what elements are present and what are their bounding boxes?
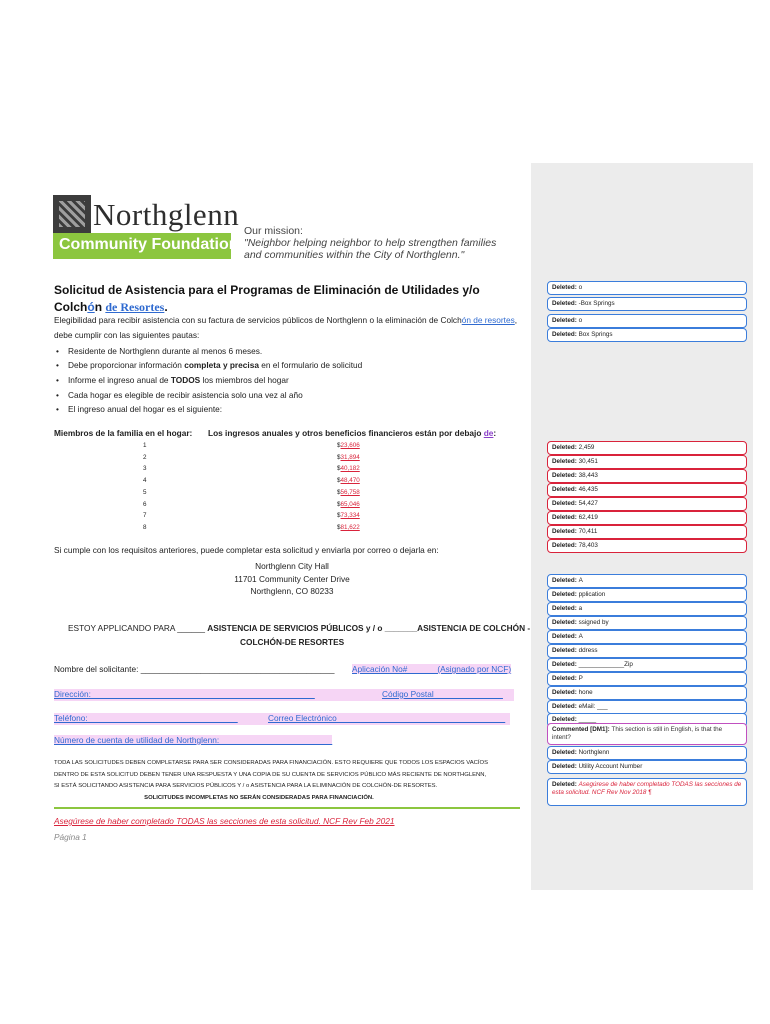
household-size: 3 bbox=[143, 465, 147, 473]
currency-sign: $ bbox=[337, 477, 341, 485]
currency-sign: $ bbox=[337, 442, 341, 449]
balloon-text: ddress bbox=[578, 647, 598, 654]
balloon-label: Deleted: bbox=[552, 619, 579, 626]
balloon-label: Deleted: bbox=[552, 458, 579, 465]
balloon-label: Deleted: bbox=[552, 331, 579, 338]
balloon-text: -Box Springs bbox=[578, 300, 615, 307]
guideline-text-end: los miembros del hogar bbox=[200, 375, 289, 385]
income-value: 31,894 bbox=[340, 453, 360, 461]
balloon-label: Deleted: bbox=[552, 591, 579, 598]
balloon-label: Deleted: bbox=[552, 647, 579, 654]
guideline-text: Debe proporcionar información bbox=[68, 360, 185, 370]
mail-address bbox=[0, 560, 584, 598]
revision-balloon[interactable] bbox=[547, 630, 747, 644]
balloon-label: Deleted: bbox=[552, 749, 579, 756]
income-value: 73,334 bbox=[340, 512, 360, 520]
revision-balloon[interactable] bbox=[547, 700, 747, 714]
balloon-label: Deleted: bbox=[552, 781, 579, 788]
balloon-label: Deleted: bbox=[552, 500, 579, 507]
income-limit bbox=[337, 477, 360, 484]
table-header-income-ins: de bbox=[483, 428, 494, 438]
address-line-2: 11701 Community Center Drive bbox=[234, 573, 350, 584]
notice-line-4: SOLICITUDES INCOMPLETAS NO SERÁN CONSIDERADAS PARA FINANCIACIÓN. bbox=[144, 794, 374, 801]
revision-balloon[interactable] bbox=[547, 644, 747, 658]
balloon-label: Deleted: bbox=[552, 444, 579, 451]
income-value: 40,182 bbox=[340, 465, 360, 473]
balloon-label: Deleted: bbox=[552, 633, 579, 640]
revision-balloon[interactable] bbox=[547, 746, 747, 760]
balloon-label: Deleted: bbox=[552, 300, 579, 307]
address-line-1: Northglenn City Hall bbox=[255, 561, 329, 571]
balloon-label: Deleted: bbox=[552, 577, 579, 584]
balloon-text: Box Springs bbox=[578, 331, 613, 338]
income-value: 48,470 bbox=[340, 477, 360, 485]
currency-sign: $ bbox=[337, 512, 341, 520]
balloon-label: Deleted: bbox=[552, 528, 579, 535]
applicant-name-field[interactable]: Nombre del solicitante: __________________________________________ bbox=[54, 664, 335, 674]
logo-wordmark: Northglenn bbox=[93, 197, 240, 232]
balloon-text: a bbox=[578, 605, 583, 612]
income-value: 23,606 bbox=[340, 442, 360, 449]
balloon-label: Deleted: bbox=[552, 763, 579, 770]
household-size: 2 bbox=[143, 453, 147, 461]
guideline-text: Residente de Northglenn durante al menos 6 meses. bbox=[68, 346, 263, 356]
revision-balloon[interactable] bbox=[547, 686, 747, 700]
income-limit bbox=[337, 454, 360, 461]
balloon-text: A bbox=[578, 577, 583, 584]
mission-statement bbox=[244, 225, 514, 261]
revision-balloon[interactable] bbox=[547, 658, 747, 672]
title-n: n bbox=[94, 300, 106, 314]
balloon-label: Deleted: bbox=[552, 703, 579, 710]
elig-b: , debe cumplir con las siguientes pautas: bbox=[54, 315, 518, 340]
guideline-text: Informe el ingreso anual de bbox=[68, 375, 171, 385]
guideline-bold: completa y precisa bbox=[184, 360, 259, 370]
revision-balloon[interactable] bbox=[547, 314, 747, 328]
household-size: 1 bbox=[143, 442, 147, 449]
revision-balloon[interactable] bbox=[547, 778, 747, 806]
household-size: 6 bbox=[143, 500, 147, 508]
guideline-item bbox=[68, 404, 222, 414]
guideline-text: El ingreso anual del hogar es el siguiente: bbox=[68, 404, 223, 414]
revision-balloon[interactable] bbox=[547, 297, 747, 311]
revision-balloon[interactable] bbox=[547, 723, 747, 745]
currency-sign: $ bbox=[337, 488, 341, 496]
mission-label: Our mission: bbox=[244, 225, 303, 237]
title-main: Solicitud de Asistencia para el Programas de Eliminación de Utilidades y/o Colch bbox=[54, 283, 480, 314]
address-label: Dirección: ________________________________________________ bbox=[54, 689, 315, 699]
balloon-label: Deleted: bbox=[552, 605, 579, 612]
apply-options: ASISTENCIA DE SERVICIOS PÚBLICOS y / o _______ASISTENCIA DE COLCHÓN - bbox=[207, 623, 531, 633]
revision-balloon[interactable] bbox=[547, 497, 747, 511]
balloon-text: o bbox=[578, 317, 583, 324]
balloon-text: _____________Zip bbox=[578, 661, 633, 668]
balloon-text: This section is still in English, is that the intent? bbox=[552, 726, 723, 741]
revision-balloon[interactable] bbox=[547, 511, 747, 525]
balloon-label: Deleted: bbox=[552, 542, 579, 549]
income-value: 56,758 bbox=[340, 488, 360, 496]
balloon-text: 2,459 bbox=[578, 444, 595, 451]
balloon-text: 54,427 bbox=[578, 500, 598, 507]
title-inserted: de Resortes bbox=[105, 300, 165, 314]
household-size: 5 bbox=[143, 488, 147, 496]
balloon-label: Deleted: bbox=[552, 675, 579, 682]
email-field[interactable]: Correo Electrónico ____________________________________ bbox=[268, 713, 506, 723]
mail-intro: Si cumple con los requisitos anteriores, puede completar esta solicitud y enviarla por correo o dejarla en: bbox=[54, 545, 439, 555]
currency-sign: $ bbox=[337, 500, 341, 508]
balloon-text: eMail: ___ bbox=[578, 703, 608, 710]
household-size: 7 bbox=[143, 512, 147, 520]
balloon-label: Deleted: bbox=[552, 472, 579, 479]
revision-balloon[interactable] bbox=[547, 281, 747, 295]
elig-inserted: ón de resortes bbox=[461, 315, 515, 325]
apply-line-2: COLCHÓN-DE RESORTES bbox=[240, 637, 345, 647]
address-line-3: Northglenn, CO 80233 bbox=[250, 586, 334, 596]
postal-code-field[interactable]: Código Postal_______________ bbox=[382, 689, 503, 699]
revision-balloon[interactable] bbox=[547, 760, 747, 774]
balloon-text: P bbox=[578, 675, 583, 682]
currency-sign: $ bbox=[337, 453, 341, 461]
currency-sign: $ bbox=[337, 523, 341, 531]
balloon-label: Deleted: bbox=[552, 661, 579, 668]
phone-label: Teléfono: ________________________________ bbox=[54, 713, 238, 723]
page-number: Página 1 bbox=[54, 832, 87, 842]
guideline-text-end: en el formulario de solicitud bbox=[258, 360, 363, 370]
title-end: . bbox=[164, 300, 168, 314]
balloon-label: Deleted: bbox=[552, 317, 579, 324]
guideline-text: Cada hogar es elegible de recibir asistencia solo una vez al año bbox=[68, 390, 303, 400]
eligibility-text bbox=[54, 313, 524, 342]
balloon-text: 30,451 bbox=[578, 458, 598, 465]
guideline-item bbox=[68, 360, 362, 370]
revision-balloon[interactable] bbox=[547, 441, 747, 455]
balloon-label: Deleted: bbox=[552, 514, 579, 521]
application-number-field[interactable]: Aplicación No#______ (Asignado por NCF) bbox=[352, 664, 512, 674]
income-limit bbox=[337, 524, 360, 531]
notice-line-2: DENTRO DE ESTA SOLICITUD DEBEN TENER UNA RESPUESTA Y UNA COPIA DE SU CUENTA DE SERVICIOS PÚBLICO MÁS RECIENTE DE NORTHGLENN, bbox=[54, 771, 487, 778]
balloon-text: ssigned by bbox=[578, 619, 609, 626]
elig-a: Elegibilidad para recibir asistencia con su factura de servicios públicos de Northglenn o la eliminación de Colch bbox=[54, 315, 462, 325]
income-limit bbox=[337, 489, 360, 496]
footer-note: Asegúrese de haber completado TODAS las secciones de esta solicitud. NCF Rev Feb 2021 bbox=[54, 816, 395, 826]
revision-balloon[interactable] bbox=[547, 525, 747, 539]
balloon-text: Utility Account Number bbox=[578, 763, 643, 770]
balloon-label: Deleted: bbox=[552, 486, 579, 493]
title-accent: ó bbox=[87, 300, 95, 314]
table-header-income-text: Los ingresos anuales y otros beneficios financieros están por debajo bbox=[208, 428, 484, 438]
revision-balloon[interactable] bbox=[547, 588, 747, 602]
balloon-text: A bbox=[578, 633, 583, 640]
balloon-text: Asegúrese de haber completado TODAS las secciones de esta solicitud. NCF Rev Nov 2018 ¶ bbox=[552, 781, 742, 796]
revision-balloon[interactable] bbox=[547, 455, 747, 469]
guideline-item bbox=[68, 346, 262, 356]
utility-account-field[interactable]: Número de cuenta de utilidad de Northglenn: ________________________ bbox=[54, 735, 333, 745]
income-value: 81,622 bbox=[340, 523, 360, 531]
notice-line-3: SI ESTÁ SOLICITANDO ASISTENCIA PARA SERVICIOS PÚBLICOS Y / o ASISTENCIA PARA LA ELIMINACIÓN DE COLCHÓN-DE RESORTES. bbox=[54, 783, 438, 789]
page-title bbox=[54, 282, 524, 316]
currency-sign: $ bbox=[337, 465, 341, 473]
northglenn-logo bbox=[53, 195, 240, 259]
table-header-income bbox=[208, 428, 496, 438]
notice-line-1: TODA LAS SOLICITUDES DEBEN COMPLETARSE PARA SER CONSIDERADAS PARA FINANCIACIÓN. ESTO REQUIERE QUE TODOS LOS ESPACIOS VACÍOS bbox=[54, 760, 489, 766]
balloon-text: hone bbox=[578, 689, 593, 696]
table-header-income-end: : bbox=[493, 428, 497, 438]
mission-text: "Neighbor helping neighbor to help strengthen families and communities within the City of Northglenn." bbox=[244, 237, 497, 261]
balloon-text: Northglenn bbox=[578, 749, 610, 756]
balloon-text: 78,403 bbox=[578, 542, 598, 549]
balloon-text: 70,411 bbox=[578, 528, 598, 535]
household-size: 4 bbox=[143, 477, 147, 485]
balloon-text: 62,419 bbox=[578, 514, 598, 521]
income-limit bbox=[337, 465, 360, 472]
income-limit bbox=[337, 501, 360, 508]
revision-balloon[interactable] bbox=[547, 539, 747, 553]
revision-balloon[interactable] bbox=[547, 469, 747, 483]
income-limit bbox=[337, 442, 360, 449]
household-size: 8 bbox=[143, 523, 147, 531]
notice-block bbox=[54, 758, 524, 804]
balloon-text: 46,435 bbox=[578, 486, 598, 493]
guideline-bold: TODOS bbox=[170, 375, 201, 385]
revision-balloon[interactable] bbox=[547, 616, 747, 630]
balloon-text: pplication bbox=[578, 591, 606, 598]
balloon-label: Deleted: bbox=[552, 716, 579, 723]
guideline-item bbox=[68, 390, 303, 400]
balloon-text: 38,443 bbox=[578, 472, 598, 479]
table-header-members: Miembros de la familia en el hogar: bbox=[54, 428, 193, 438]
apply-prefix: ESTOY APPLICANDO PARA ______ bbox=[68, 623, 205, 633]
revision-balloon[interactable] bbox=[547, 602, 747, 616]
income-limit bbox=[337, 512, 360, 519]
income-value: 65,046 bbox=[340, 500, 360, 508]
balloon-label: Commented [DM1]: bbox=[552, 726, 612, 733]
balloon-label: Deleted: bbox=[552, 689, 579, 696]
logo-emblem-icon bbox=[53, 195, 91, 233]
revision-balloon[interactable] bbox=[547, 574, 747, 588]
balloon-label: Deleted: bbox=[552, 284, 579, 291]
revision-balloon[interactable] bbox=[547, 328, 747, 342]
apply-line bbox=[68, 623, 530, 633]
balloon-text: o bbox=[578, 284, 583, 291]
balloon-text: _____ bbox=[578, 716, 597, 723]
revision-balloon[interactable] bbox=[547, 672, 747, 686]
logo-band-text: Community Foundation bbox=[59, 236, 239, 253]
revision-balloon[interactable] bbox=[547, 483, 747, 497]
logo-band bbox=[53, 233, 239, 259]
guideline-item bbox=[68, 375, 289, 385]
footer-divider bbox=[54, 807, 520, 809]
